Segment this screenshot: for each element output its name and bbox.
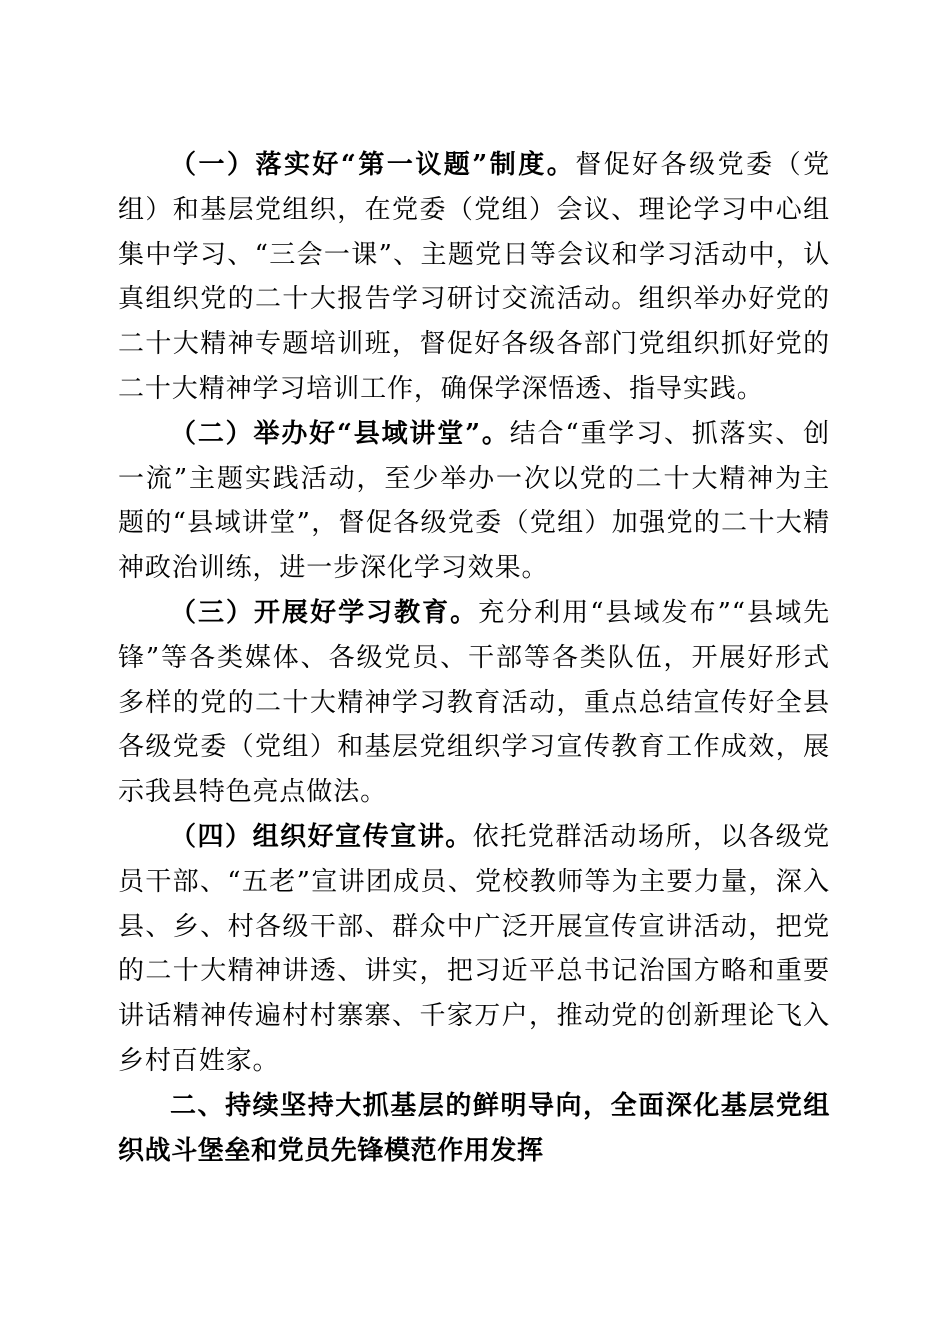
document-body	[118, 143, 830, 1173]
paragraph-lead: （四）组织好宣传宣讲。	[170, 821, 473, 852]
section-heading: 二、持续坚持大抓基层的鲜明导向，全面深化基层党组织战斗堡垒和党员先锋模范作用发挥	[118, 1090, 830, 1166]
paragraph-study-education	[118, 591, 830, 815]
paragraph-publicity-lectures	[118, 815, 830, 1084]
paragraph-text: 结合“重学习、抓落实、创一流”主题实践活动，至少举办一次以党的二十大精神为主题的“县域讲堂”，督促各级党委（党组）加强党的二十大精神政治训练，进一步深化学习效果。	[118, 418, 830, 584]
paragraph-first-agenda	[118, 143, 830, 412]
paragraph-county-lecture	[118, 412, 830, 591]
paragraph-text: 督促好各级党委（党组）和基层党组织，在党委（党组）会议、理论学习中心组集中学习、“三会一课”、主题党日等会议和学习活动中，认真组织党的二十大报告学习研讨交流活动。组织举办好党的二十大精神专题培训班，督促好各级各部门党组织抓好党的二十大精神学习培训工作，确保学深悟透、指导实践。	[118, 150, 830, 404]
paragraph-lead: （二）举办好“县域讲堂”。	[170, 418, 510, 449]
paragraph-lead: （三）开展好学习教育。	[170, 597, 479, 628]
paragraph-text: 充分利用“县域发布”“县域先锋”等各类媒体、各级党员、干部等各类队伍，开展好形式多样的党的二十大精神学习教育活动，重点总结宣传好全县各级党委（党组）和基层党组织学习宣传教育工作成效，展示我县特色亮点做法。	[118, 597, 830, 808]
paragraph-lead: （一）落实好“第一议题”制度。	[170, 150, 576, 180]
paragraph-text: 依托党群活动场所，以各级党员干部、“五老”宣讲团成员、党校教师等为主要力量，深入县、乡、村各级干部、群众中广泛开展宣传宣讲活动，把党的二十大精神讲透、讲实，把习近平总书记治国方略和重要讲话精神传遍村村寨寨、千家万户，推动党的创新理论飞入乡村百姓家。	[118, 821, 831, 1076]
